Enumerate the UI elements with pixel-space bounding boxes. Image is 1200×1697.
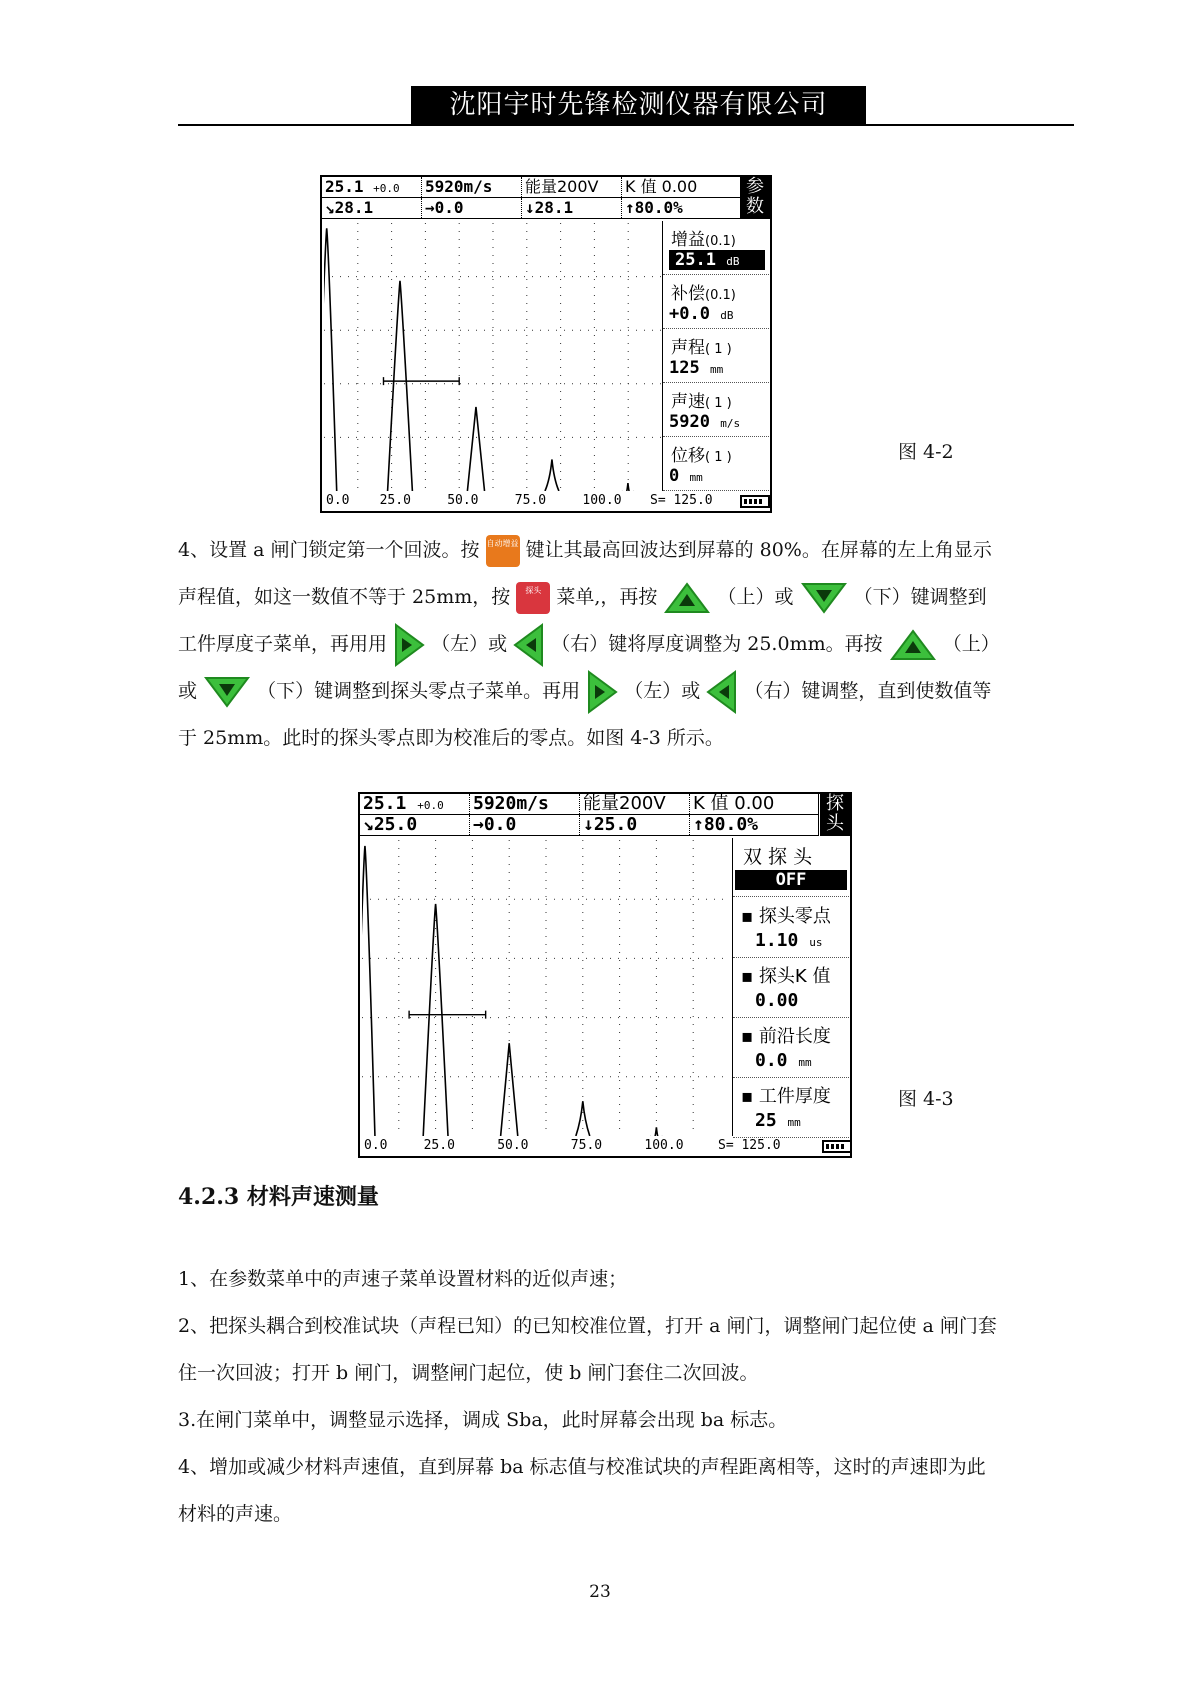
param-menu [662,221,769,491]
probe-key-icon: 探头 [516,582,550,614]
range-readout: ↘25.0 [360,815,470,835]
instruction-line-5: 于 25mm。此时的探头零点即为校准后的零点。如图 4-3 所示。 [178,727,724,749]
a-scan-plot [362,840,730,1136]
velocity-readout: 5920m/s [470,794,580,814]
right-arrow-key-icon [586,670,618,714]
menu-tab-probe[interactable]: 探头 [820,794,850,836]
comp-readout: +0.0 [417,799,444,812]
k-value-readout: K 值 0.00 [625,177,698,196]
x-tick-label: 25.0 [379,493,411,508]
echo-peak [622,483,634,491]
menu-item-probe-zero[interactable]: ▪ 探头零点 1.10 us [733,898,849,958]
header-rule [178,124,1074,126]
step-line: 住一次回波；打开 b 闸门，调整闸门起位，使 b 闸门套住二次回波。 [178,1362,759,1384]
step-line: 4、增加或减少材料声速值，直到屏幕 ba 标志值与校准试块的声程距离相等，这时的声速即为此 [178,1456,986,1478]
instrument-screen-probe [358,792,852,1158]
company-header: 沈阳宇时先锋检测仪器有限公司 [411,86,866,124]
menu-item-probe-k[interactable]: ▪ 探头K 值 0.00 [733,958,849,1018]
k-value-readout: K 值 0.00 [693,793,775,814]
menu-item-thickness[interactable]: ▪ 工件厚度 25 mm [733,1078,849,1138]
step-line: 2、把探头耦合到校准试块（声程已知）的已知校准位置，打开 a 闸门，调整闸门起位使 a 闸门套 [178,1315,997,1337]
x-tick-label: 50.0 [447,493,479,508]
x-tick-label: 0.0 [326,493,350,508]
energy-readout: 能量200V [522,177,622,197]
range-readout: ↘28.1 [322,198,422,218]
energy-readout: 能量200V [580,794,690,814]
battery-icon [822,1140,852,1153]
velocity-readout: 5920m/s [422,177,522,197]
x-tick-label: 75.0 [570,1138,603,1153]
probe-menu [732,838,849,1136]
a-scan-plot [324,223,662,491]
gain-readout: 25.1 [325,177,364,196]
x-tick-label: 100.0 [582,493,622,508]
down-arrow-key-icon [203,675,251,709]
menu-item-gain[interactable]: 增益(0.1) 25.1 dB [663,221,769,275]
up-arrow-key-icon [889,628,937,662]
x-tick-label: 25.0 [423,1138,455,1153]
instruction-line-3: 工件厚度子菜单，再用用 （左）或 （右）键将厚度调整为 25.0mm。再按 （上） [178,621,1000,668]
comp-readout: +0.0 [373,182,400,195]
x-tick-label: 75.0 [514,493,547,508]
menu-item-front-length[interactable]: ▪ 前沿长度 0.0 mm [733,1018,849,1078]
auto-gain-key-icon: 自动增益 [486,535,520,567]
page-number: 23 [589,1582,611,1602]
menu-item-offset[interactable]: 位移( 1 ) 0 mm [663,437,769,491]
step-line: 材料的声速。 [178,1503,293,1525]
x-tick-label: 0.0 [364,1138,388,1153]
status-row-1 [360,794,819,815]
figure-caption-4-2: 图 4-2 [898,441,954,463]
x-tick-label: 50.0 [497,1138,529,1153]
menu-item-dual-probe[interactable]: 双 探 头 OFF [733,838,849,897]
gate-height-readout: ↑80.0% [625,198,683,217]
echo-peak [388,281,413,491]
echo-peak [324,228,337,491]
status-row-2 [360,815,819,836]
instrument-screen-params [320,175,772,513]
status-row-1 [322,177,741,198]
x-tick-label: 100.0 [644,1138,684,1153]
figure-caption-4-3: 图 4-3 [898,1088,954,1110]
status-row-2 [322,198,741,219]
x-tick-label: S= 125.0 [650,493,713,508]
echo-peak [501,1043,518,1136]
down-arrow-key-icon [800,581,848,615]
up-arrow-key-icon [663,581,711,615]
offset-readout: →0.0 [470,815,580,835]
menu-item-comp[interactable]: 补偿(0.1) +0.0 dB [663,275,769,329]
section-title: 4.2.3 材料声速测量 [178,1184,379,1210]
gate-height-readout: ↑80.0% [693,814,759,835]
offset-readout: →0.0 [422,198,522,218]
left-arrow-key-icon [513,623,545,667]
x-tick-label: S= 125.0 [718,1138,781,1153]
echo-peak [576,1101,590,1136]
echo-peak [650,1127,662,1136]
gain-readout: 25.1 [363,793,407,814]
step-line: 3.在闸门菜单中，调整显示选择，调成 Sba，此时屏幕会出现 ba 标志。 [178,1409,788,1431]
instruction-line-2: 声程值，如这一数值不等于 25mm，按 探头 菜单,，再按 （上）或 （下）键调整到 [178,574,987,621]
echo-peak [423,904,448,1136]
step-line: 1、在参数菜单中的声速子菜单设置材料的近似声速； [178,1268,628,1290]
menu-item-range[interactable]: 声程( 1 ) 125 mm [663,329,769,383]
echo-peak [545,459,559,491]
instruction-line-1: 4、设置 a 闸门锁定第一个回波。按 自动增益 键让其最高回波达到屏幕的 80%。在屏幕的左上角显示 [178,527,992,574]
instruction-line-4: 或 （下）键调整到探头零点子菜单。再用 （左）或 （右）键调整，直到使数值等 [178,668,991,715]
echo-peak [362,846,375,1136]
echo-peak [467,407,484,491]
menu-tab-params[interactable]: 参数 [740,177,770,219]
gate-a-readout: ↓25.0 [580,815,690,835]
gate-a-readout: ↓28.1 [522,198,622,218]
battery-icon [740,495,770,508]
menu-item-velocity[interactable]: 声速( 1 ) 5920 m/s [663,383,769,437]
right-arrow-key-icon [393,623,425,667]
left-arrow-key-icon [706,670,738,714]
